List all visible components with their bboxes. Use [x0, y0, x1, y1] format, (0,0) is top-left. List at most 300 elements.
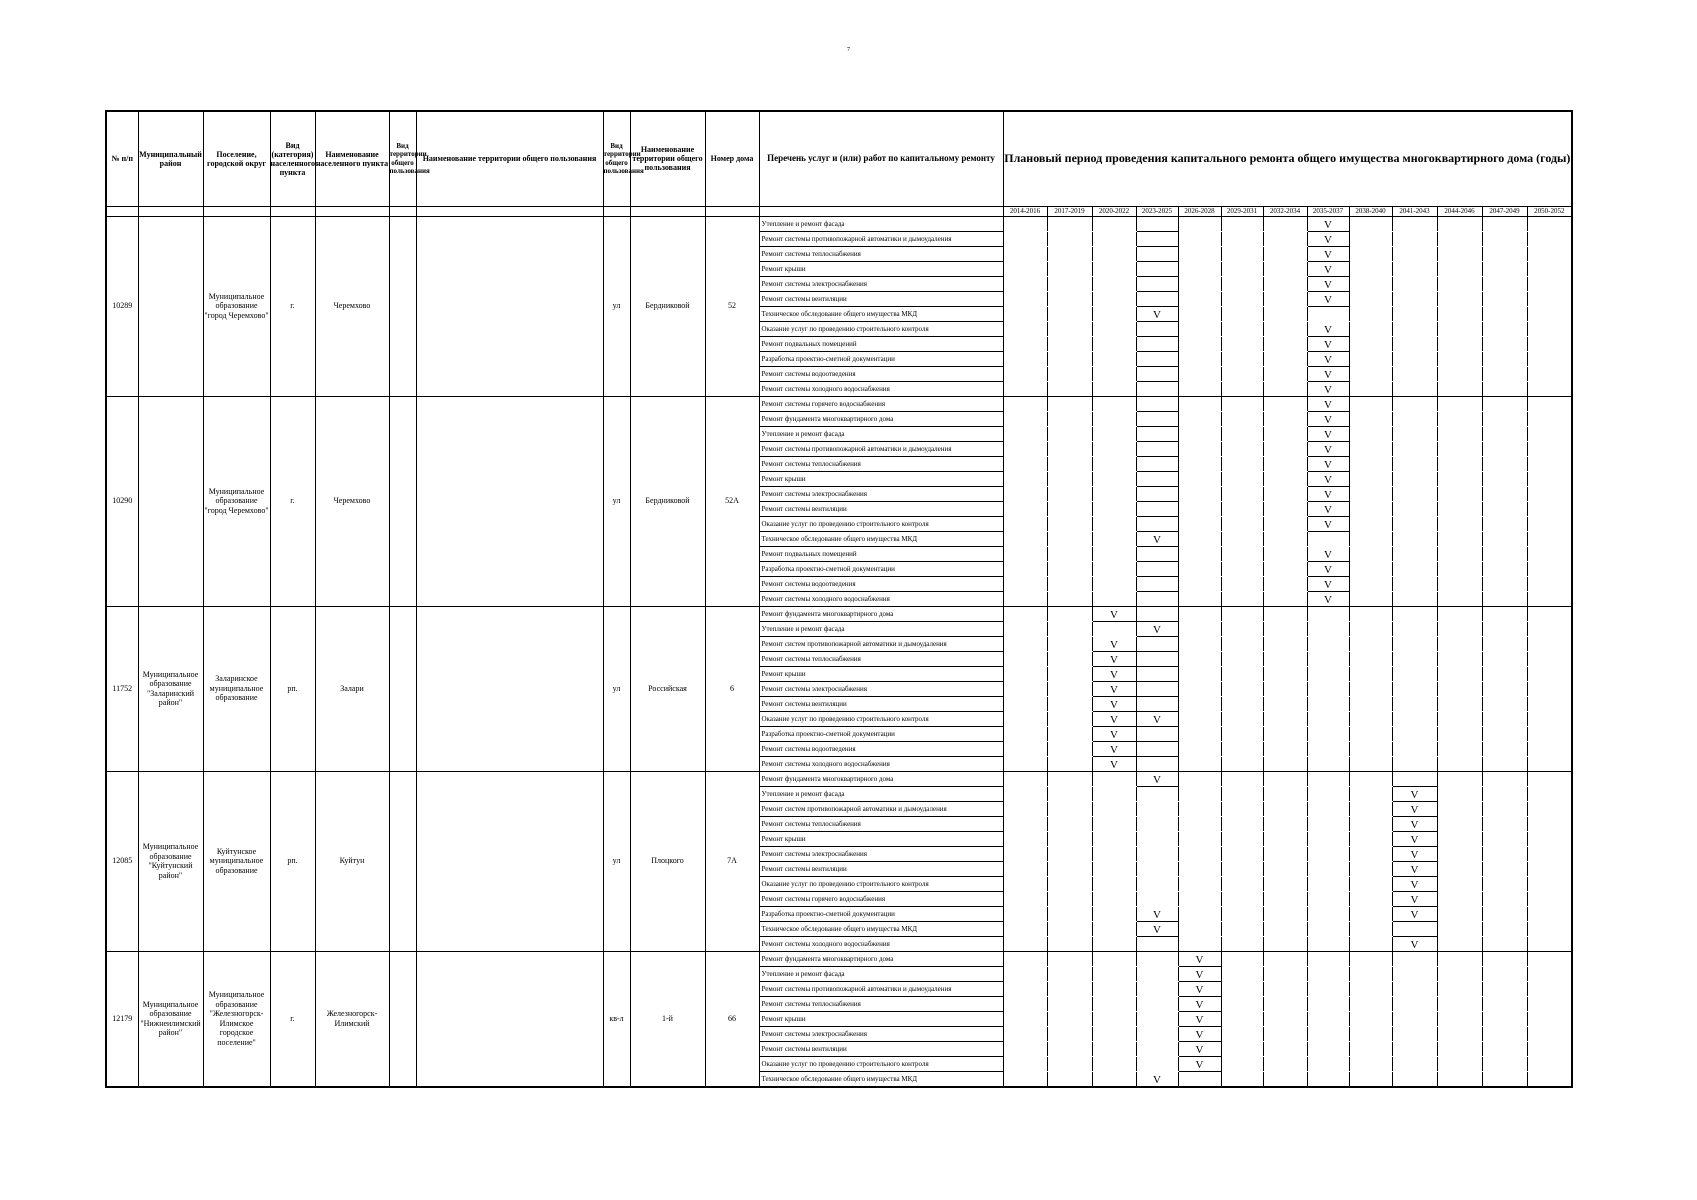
period-cell — [1392, 216, 1437, 231]
cell-house: 52А — [705, 396, 759, 606]
period-mark: V — [1307, 246, 1349, 261]
period-cell — [1392, 351, 1437, 366]
header-blank-cell — [759, 206, 1003, 216]
period-cell — [1047, 561, 1092, 576]
period-cell — [1003, 771, 1047, 786]
period-cell — [1263, 441, 1307, 456]
period-cell — [1221, 891, 1263, 906]
period-cell — [1178, 441, 1221, 456]
period-cell — [1437, 891, 1482, 906]
period-cell — [1221, 816, 1263, 831]
period-cell — [1047, 1056, 1092, 1071]
period-cell — [1527, 261, 1572, 276]
period-cell — [1437, 876, 1482, 891]
work-item: Оказание услуг по проведению строительного контроля — [759, 876, 1003, 891]
period-mark: V — [1178, 996, 1221, 1011]
period-cell — [1307, 1011, 1349, 1026]
period-cell — [1437, 216, 1482, 231]
period-cell — [1003, 831, 1047, 846]
period-cell — [1221, 291, 1263, 306]
period-cell — [1263, 771, 1307, 786]
period-cell — [1482, 1071, 1527, 1087]
period-cell — [1482, 786, 1527, 801]
period-cell — [1263, 951, 1307, 966]
period-header-row — [106, 206, 1572, 216]
work-item: Ремонт системы электроснабжения — [759, 486, 1003, 501]
work-item: Ремонт фундамента многоквартирного дома — [759, 411, 1003, 426]
period-cell — [1392, 756, 1437, 771]
period-cell — [1482, 846, 1527, 861]
period-cell — [1092, 786, 1136, 801]
header-blank-cell — [203, 206, 270, 216]
work-item: Ремонт систем противопожарной автоматики и дымоудаления — [759, 801, 1003, 816]
period-mark: V — [1307, 381, 1349, 396]
period-cell — [1437, 726, 1482, 741]
table-row — [106, 951, 1572, 966]
period-cell — [1349, 861, 1392, 876]
period-cell — [1263, 471, 1307, 486]
cell-num: 12085 — [106, 771, 138, 951]
period-cell — [1178, 321, 1221, 336]
period-cell — [1003, 516, 1047, 531]
period-cell — [1392, 771, 1437, 786]
period-cell — [1307, 651, 1349, 666]
period-cell — [1263, 231, 1307, 246]
period-cell — [1482, 411, 1527, 426]
period-cell — [1349, 786, 1392, 801]
period-cell — [1263, 816, 1307, 831]
period-cell — [1047, 786, 1092, 801]
period-cell — [1392, 591, 1437, 606]
work-item: Ремонт системы холодного водоснабжения — [759, 936, 1003, 951]
period-cell — [1392, 471, 1437, 486]
period-cell — [1349, 1041, 1392, 1056]
period-cell — [1178, 816, 1221, 831]
period-cell — [1003, 726, 1047, 741]
work-item: Ремонт системы горячего водоснабжения — [759, 891, 1003, 906]
period-cell — [1003, 501, 1047, 516]
header-blank-cell — [705, 206, 759, 216]
cell-territory-type — [389, 396, 416, 606]
period-cell — [1482, 876, 1527, 891]
table-row — [106, 396, 1572, 411]
work-item: Разработка проектно-сметной документации — [759, 351, 1003, 366]
period-cell — [1527, 1011, 1572, 1026]
period-cell — [1092, 501, 1136, 516]
period-cell — [1482, 381, 1527, 396]
period-cell — [1437, 1071, 1482, 1087]
period-cell — [1178, 351, 1221, 366]
period-mark: V — [1136, 306, 1178, 321]
period-cell — [1392, 501, 1437, 516]
work-item: Техническое обследование общего имущества МКД — [759, 921, 1003, 936]
period-cell — [1392, 426, 1437, 441]
period-cell — [1092, 906, 1136, 921]
period-cell — [1136, 396, 1178, 411]
period-cell — [1437, 456, 1482, 471]
period-mark: V — [1392, 816, 1437, 831]
period-cell — [1136, 1011, 1178, 1026]
work-item: Ремонт системы водоотведения — [759, 741, 1003, 756]
period-cell — [1437, 966, 1482, 981]
period-cell — [1527, 711, 1572, 726]
cell-territory-type — [389, 771, 416, 951]
period-cell — [1482, 1056, 1527, 1071]
cell-territory-name — [416, 216, 603, 396]
period-cell — [1047, 531, 1092, 546]
cell-district: Муниципальное образование "Заларинский район" — [138, 606, 203, 771]
period-cell — [1392, 561, 1437, 576]
period-cell — [1221, 606, 1263, 621]
cell-locality: Железногорск-Илимский — [315, 951, 389, 1087]
period-cell — [1482, 576, 1527, 591]
period-cell — [1437, 921, 1482, 936]
cell-territory-type — [389, 216, 416, 396]
period-cell — [1003, 351, 1047, 366]
cell-street-type: ул — [603, 216, 630, 396]
period-cell — [1263, 996, 1307, 1011]
period-cell — [1221, 1011, 1263, 1026]
period-cell — [1092, 276, 1136, 291]
period-cell — [1307, 831, 1349, 846]
period-cell — [1221, 846, 1263, 861]
period-cell — [1527, 381, 1572, 396]
period-cell — [1349, 396, 1392, 411]
period-cell — [1392, 681, 1437, 696]
period-cell — [1221, 741, 1263, 756]
period-cell — [1482, 531, 1527, 546]
period-cell — [1349, 921, 1392, 936]
period-cell — [1527, 351, 1572, 366]
period-mark: V — [1178, 966, 1221, 981]
work-item: Утепление и ремонт фасада — [759, 966, 1003, 981]
header-blank-cell — [138, 206, 203, 216]
period-cell — [1392, 636, 1437, 651]
period-cell — [1047, 261, 1092, 276]
period-cell — [1003, 591, 1047, 606]
period-cell — [1392, 981, 1437, 996]
work-item: Ремонт фундамента многоквартирного дома — [759, 771, 1003, 786]
period-cell — [1221, 426, 1263, 441]
period-cell — [1136, 981, 1178, 996]
period-cell — [1178, 576, 1221, 591]
work-item: Ремонт системы противопожарной автоматики и дымоудаления — [759, 441, 1003, 456]
period-cell — [1482, 1026, 1527, 1041]
period-cell — [1437, 711, 1482, 726]
period-cell — [1092, 321, 1136, 336]
period-cell — [1392, 666, 1437, 681]
period-cell — [1437, 846, 1482, 861]
period-header-2020-2022: 2020-2022 — [1092, 206, 1136, 216]
period-cell — [1047, 366, 1092, 381]
period-mark: V — [1307, 591, 1349, 606]
period-cell — [1263, 216, 1307, 231]
period-cell — [1527, 216, 1572, 231]
header-blank-cell — [603, 206, 630, 216]
period-cell — [1349, 696, 1392, 711]
period-cell — [1092, 381, 1136, 396]
period-mark: V — [1092, 681, 1136, 696]
period-cell — [1263, 546, 1307, 561]
period-cell — [1437, 531, 1482, 546]
period-cell — [1482, 861, 1527, 876]
period-cell — [1482, 501, 1527, 516]
period-cell — [1307, 606, 1349, 621]
period-cell — [1307, 531, 1349, 546]
period-cell — [1263, 426, 1307, 441]
period-cell — [1392, 441, 1437, 456]
period-cell — [1136, 1056, 1178, 1071]
period-cell — [1263, 531, 1307, 546]
work-item: Ремонт системы холодного водоснабжения — [759, 756, 1003, 771]
period-cell — [1047, 336, 1092, 351]
period-cell — [1003, 456, 1047, 471]
period-cell — [1349, 261, 1392, 276]
period-mark: V — [1307, 456, 1349, 471]
work-item: Оказание услуг по проведению строительного контроля — [759, 711, 1003, 726]
period-cell — [1092, 336, 1136, 351]
period-cell — [1047, 756, 1092, 771]
period-cell — [1178, 396, 1221, 411]
period-cell — [1527, 231, 1572, 246]
period-cell — [1263, 516, 1307, 531]
period-cell — [1047, 666, 1092, 681]
period-cell — [1221, 921, 1263, 936]
period-cell — [1136, 996, 1178, 1011]
period-cell — [1482, 801, 1527, 816]
period-cell — [1047, 966, 1092, 981]
period-cell — [1221, 516, 1263, 531]
cell-house: 52 — [705, 216, 759, 396]
period-cell — [1527, 456, 1572, 471]
period-cell — [1349, 1071, 1392, 1087]
period-mark: V — [1307, 576, 1349, 591]
period-cell — [1047, 906, 1092, 921]
period-cell — [1263, 1026, 1307, 1041]
period-cell — [1527, 726, 1572, 741]
period-mark: V — [1307, 366, 1349, 381]
period-cell — [1482, 741, 1527, 756]
period-cell — [1136, 696, 1178, 711]
period-cell — [1136, 591, 1178, 606]
period-cell — [1392, 1056, 1437, 1071]
header-blank-cell — [106, 206, 138, 216]
header-territory-type: Вид территории общего пользования — [389, 111, 416, 206]
header-settlement: Поселение, городской округ — [203, 111, 270, 206]
period-cell — [1307, 1056, 1349, 1071]
period-cell — [1349, 711, 1392, 726]
period-cell — [1392, 1071, 1437, 1087]
period-cell — [1047, 996, 1092, 1011]
period-cell — [1437, 231, 1482, 246]
period-cell — [1092, 846, 1136, 861]
period-cell — [1482, 966, 1527, 981]
period-cell — [1221, 996, 1263, 1011]
period-cell — [1349, 366, 1392, 381]
period-cell — [1003, 936, 1047, 951]
cell-category: г. — [270, 216, 315, 396]
cell-locality: Черемхово — [315, 216, 389, 396]
period-cell — [1527, 876, 1572, 891]
period-cell — [1437, 471, 1482, 486]
period-mark: V — [1178, 1041, 1221, 1056]
period-cell — [1003, 816, 1047, 831]
work-item: Ремонт системы вентиляции — [759, 501, 1003, 516]
period-cell — [1307, 816, 1349, 831]
period-cell — [1482, 651, 1527, 666]
period-cell — [1482, 276, 1527, 291]
period-cell — [1047, 1011, 1092, 1026]
period-cell — [1527, 291, 1572, 306]
period-cell — [1136, 966, 1178, 981]
period-cell — [1221, 276, 1263, 291]
period-cell — [1092, 351, 1136, 366]
period-cell — [1437, 261, 1482, 276]
period-cell — [1136, 546, 1178, 561]
period-cell — [1349, 426, 1392, 441]
period-cell — [1527, 501, 1572, 516]
period-cell — [1047, 396, 1092, 411]
period-cell — [1527, 1056, 1572, 1071]
period-cell — [1263, 786, 1307, 801]
period-cell — [1178, 501, 1221, 516]
period-cell — [1003, 411, 1047, 426]
work-item: Ремонт системы теплоснабжения — [759, 816, 1003, 831]
period-mark: V — [1136, 621, 1178, 636]
period-cell — [1527, 321, 1572, 336]
cell-street-type: ул — [603, 606, 630, 771]
period-mark: V — [1092, 606, 1136, 621]
period-cell — [1003, 696, 1047, 711]
work-item: Ремонт подвальных помещений — [759, 546, 1003, 561]
period-cell — [1263, 1071, 1307, 1087]
period-cell — [1221, 336, 1263, 351]
period-cell — [1092, 1056, 1136, 1071]
period-cell — [1003, 321, 1047, 336]
period-cell — [1482, 471, 1527, 486]
period-cell — [1221, 351, 1263, 366]
period-cell — [1263, 501, 1307, 516]
period-cell — [1349, 726, 1392, 741]
period-cell — [1178, 261, 1221, 276]
period-cell — [1307, 741, 1349, 756]
period-cell — [1136, 876, 1178, 891]
period-cell — [1307, 696, 1349, 711]
period-cell — [1178, 786, 1221, 801]
period-cell — [1136, 666, 1178, 681]
period-cell — [1263, 261, 1307, 276]
header-works: Перечень услуг и (или) работ по капитальному ремонту — [759, 111, 1003, 206]
cell-settlement: Куйтунское муниципальное образование — [203, 771, 270, 951]
period-cell — [1136, 1026, 1178, 1041]
period-cell — [1307, 681, 1349, 696]
period-cell — [1221, 756, 1263, 771]
work-item: Ремонт системы водоотведения — [759, 576, 1003, 591]
period-mark: V — [1178, 981, 1221, 996]
period-cell — [1482, 231, 1527, 246]
period-cell — [1307, 981, 1349, 996]
period-cell — [1263, 981, 1307, 996]
period-cell — [1136, 606, 1178, 621]
period-mark: V — [1092, 651, 1136, 666]
period-cell — [1178, 276, 1221, 291]
period-cell — [1047, 471, 1092, 486]
period-cell — [1349, 561, 1392, 576]
table-row — [106, 771, 1572, 786]
period-cell — [1527, 771, 1572, 786]
period-cell — [1482, 261, 1527, 276]
period-cell — [1482, 906, 1527, 921]
period-mark: V — [1092, 666, 1136, 681]
period-cell — [1437, 546, 1482, 561]
period-mark: V — [1392, 861, 1437, 876]
period-cell — [1047, 921, 1092, 936]
work-item: Ремонт крыши — [759, 666, 1003, 681]
period-cell — [1047, 591, 1092, 606]
period-cell — [1482, 561, 1527, 576]
period-cell — [1307, 771, 1349, 786]
period-cell — [1392, 651, 1437, 666]
period-cell — [1178, 456, 1221, 471]
period-mark: V — [1092, 741, 1136, 756]
period-mark: V — [1392, 936, 1437, 951]
period-cell — [1349, 441, 1392, 456]
cell-street-name: Российская — [630, 606, 705, 771]
period-cell — [1003, 231, 1047, 246]
period-mark: V — [1392, 801, 1437, 816]
period-cell — [1136, 471, 1178, 486]
period-cell — [1482, 351, 1527, 366]
period-cell — [1349, 651, 1392, 666]
header-num: № п/п — [106, 111, 138, 206]
period-cell — [1482, 981, 1527, 996]
period-cell — [1349, 906, 1392, 921]
period-cell — [1221, 1056, 1263, 1071]
period-cell — [1178, 756, 1221, 771]
period-cell — [1263, 291, 1307, 306]
period-cell — [1263, 1041, 1307, 1056]
period-cell — [1482, 216, 1527, 231]
period-cell — [1221, 306, 1263, 321]
period-cell — [1392, 531, 1437, 546]
period-cell — [1003, 1056, 1047, 1071]
work-item: Ремонт системы электроснабжения — [759, 276, 1003, 291]
period-cell — [1437, 906, 1482, 921]
period-cell — [1437, 516, 1482, 531]
period-cell — [1178, 546, 1221, 561]
period-mark: V — [1307, 261, 1349, 276]
period-mark: V — [1307, 351, 1349, 366]
period-cell — [1003, 381, 1047, 396]
header-blank-cell — [315, 206, 389, 216]
period-cell — [1349, 291, 1392, 306]
period-cell — [1307, 876, 1349, 891]
period-cell — [1092, 546, 1136, 561]
period-cell — [1392, 606, 1437, 621]
period-cell — [1527, 861, 1572, 876]
period-cell — [1527, 366, 1572, 381]
period-cell — [1263, 741, 1307, 756]
period-cell — [1482, 636, 1527, 651]
period-cell — [1349, 276, 1392, 291]
cell-category: г. — [270, 951, 315, 1087]
period-cell — [1482, 336, 1527, 351]
period-cell — [1047, 576, 1092, 591]
period-cell — [1437, 1026, 1482, 1041]
work-item: Техническое обследование общего имущества МКД — [759, 531, 1003, 546]
period-cell — [1047, 726, 1092, 741]
period-cell — [1003, 1041, 1047, 1056]
